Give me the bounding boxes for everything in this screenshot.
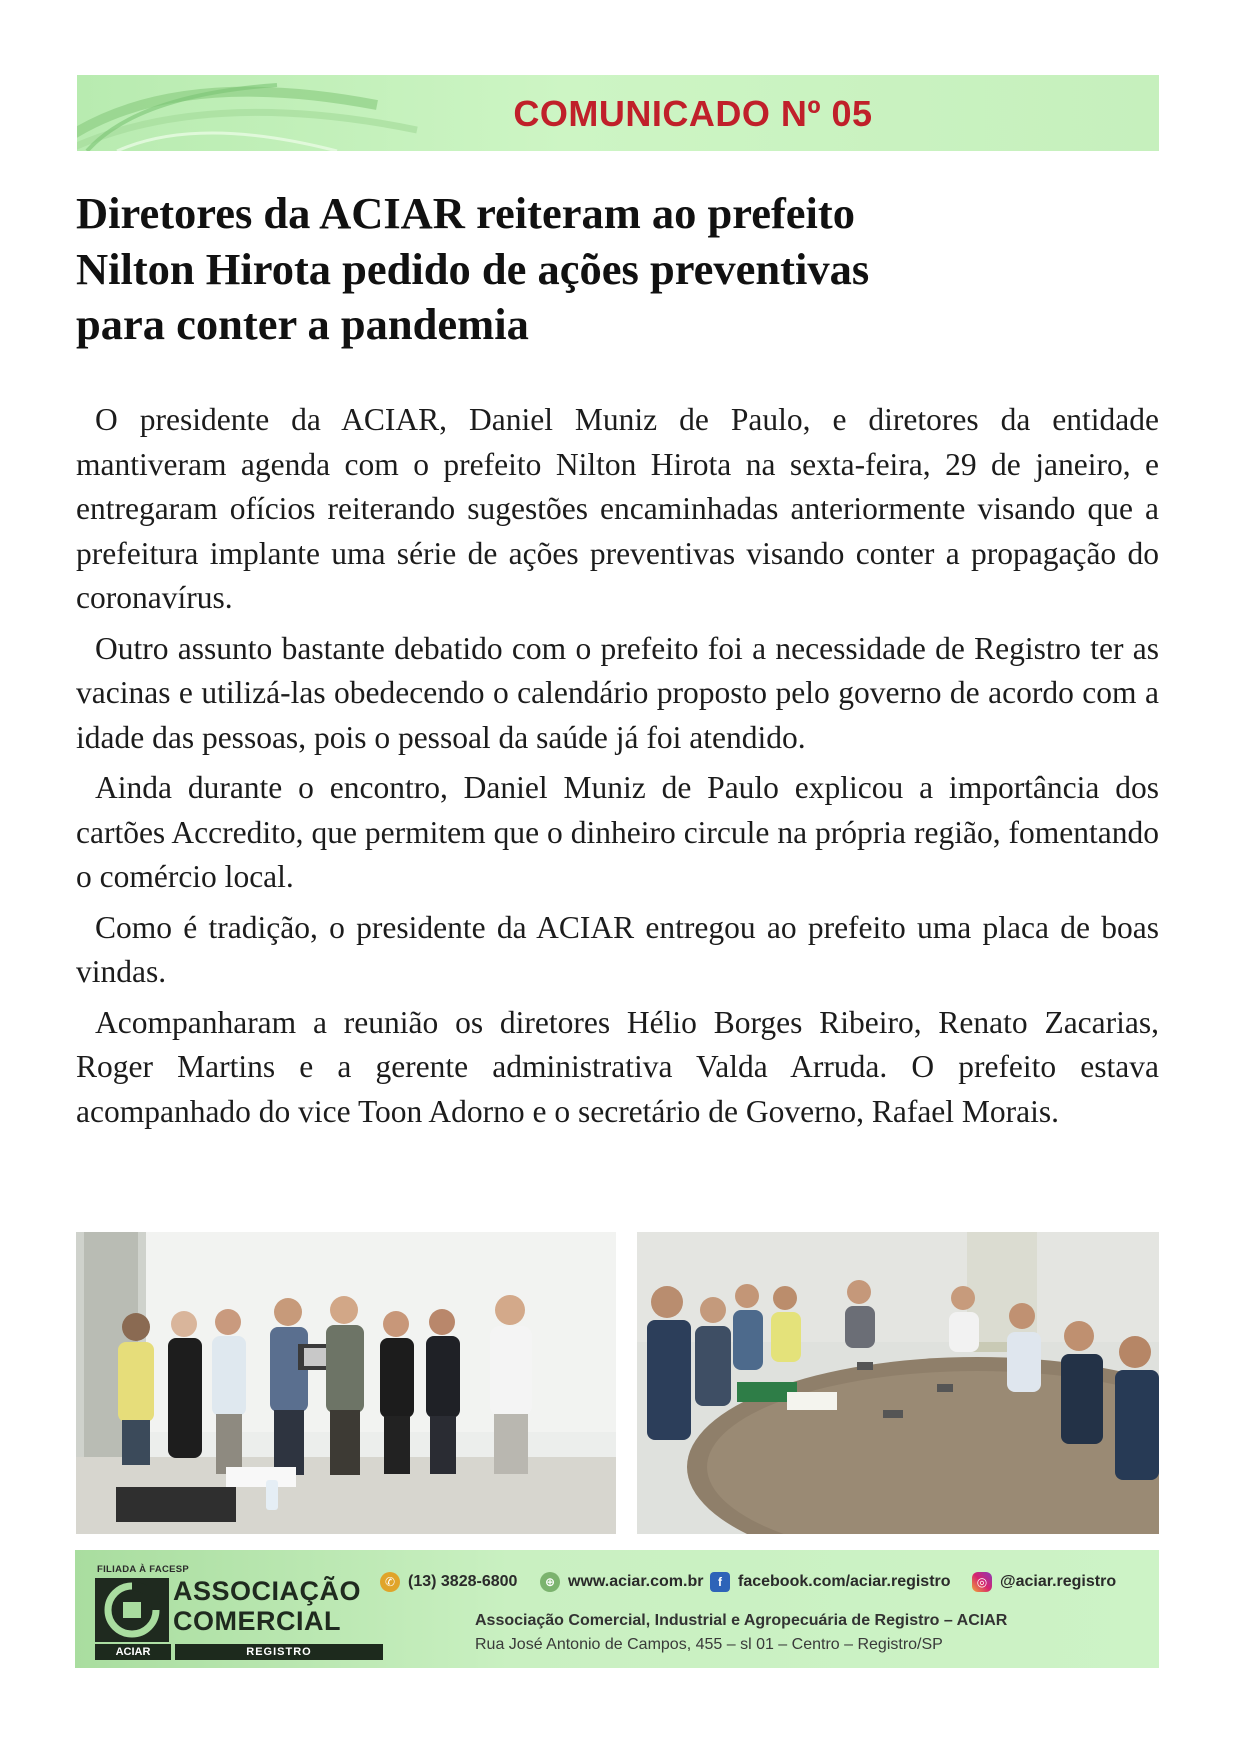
instagram-link[interactable]: @aciar.registro [1000, 1573, 1117, 1590]
headline-line: para conter a pandemia [76, 299, 529, 349]
logo-comercial: COMERCIAL [173, 1606, 341, 1636]
article-paragraph: Ainda durante o encontro, Daniel Muniz de Paulo explicou a importância dos cartões Accredito, que permitem que o dinheiro circule na própria região, fomentando o comércio local. [76, 770, 1159, 894]
logo-associacao: ASSOCIAÇÃO [173, 1576, 362, 1606]
headline-line: Diretores da ACIAR reiteram ao prefeito [76, 188, 855, 238]
organization-address: Rua José Antonio de Campos, 455 – sl 01 – Centro – Registro/SP [475, 1636, 943, 1653]
header-banner [77, 75, 1159, 151]
contact-phone [380, 1572, 517, 1592]
contact-facebook [710, 1572, 951, 1592]
contact-instagram [972, 1572, 1116, 1592]
aciar-logo [87, 1564, 387, 1660]
phone-icon: ✆ [380, 1572, 400, 1592]
aciar-emblem-icon [95, 1578, 169, 1642]
facebook-link[interactable]: facebook.com/aciar.registro [738, 1573, 951, 1590]
article-paragraph: O presidente da ACIAR, Daniel Muniz de Paulo, e diretores da entidade mantiveram agenda com o prefeito Nilton Hirota na sexta-feira, 29 de janeiro, e entregaram ofícios reiterando sugestões encaminhadas anteriormente visando que a prefeitura implante uma série de ações preventivas visando conter a propagação do coronavírus. [76, 402, 1159, 615]
facebook-icon: f [710, 1572, 730, 1592]
organization-name: Associação Comercial, Industrial e Agropecuária de Registro – ACIAR [475, 1612, 1008, 1629]
contact-website [540, 1572, 703, 1592]
phone-number: (13) 3828-6800 [408, 1573, 518, 1590]
article-headline [76, 186, 1076, 353]
announcement-title: COMUNICADO Nº 05 [513, 93, 873, 134]
website-link[interactable]: www.aciar.com.br [568, 1573, 704, 1590]
globe-icon: ⊕ [540, 1572, 560, 1592]
photo-meeting-table [637, 1232, 1159, 1534]
headline-line: Nilton Hirota pedido de ações preventivas [76, 243, 870, 294]
article-paragraph: Outro assunto bastante debatido com o prefeito foi a necessidade de Registro ter as vacinas e utilizá-las obedecendo o calendário proposto pelo governo de acordo com a idade das pessoas, pois o pessoal da saúde já foi atendido. [76, 630, 1159, 755]
article-paragraph: Acompanharam a reunião os diretores Hélio Borges Ribeiro, Renato Zacarias, Roger Martins e a gerente administrativa Valda Arruda. O prefeito estava acompanhado do vice Toon Adorno e o secretário de Governo, Rafael Morais. [76, 1004, 1159, 1129]
logo-filiada-text: FILIADA À FACESP [97, 1564, 190, 1575]
article-body [76, 398, 1159, 1140]
instagram-icon: ◎ [972, 1572, 992, 1592]
article-paragraph: Como é tradição, o presidente da ACIAR entregou ao prefeito uma placa de boas vindas. [76, 909, 1159, 989]
logo-registro-label: REGISTRO [175, 1644, 383, 1660]
footer-banner [75, 1550, 1159, 1668]
photo-group-plaque [76, 1232, 616, 1534]
logo-aciar-label: ACIAR [95, 1644, 171, 1660]
